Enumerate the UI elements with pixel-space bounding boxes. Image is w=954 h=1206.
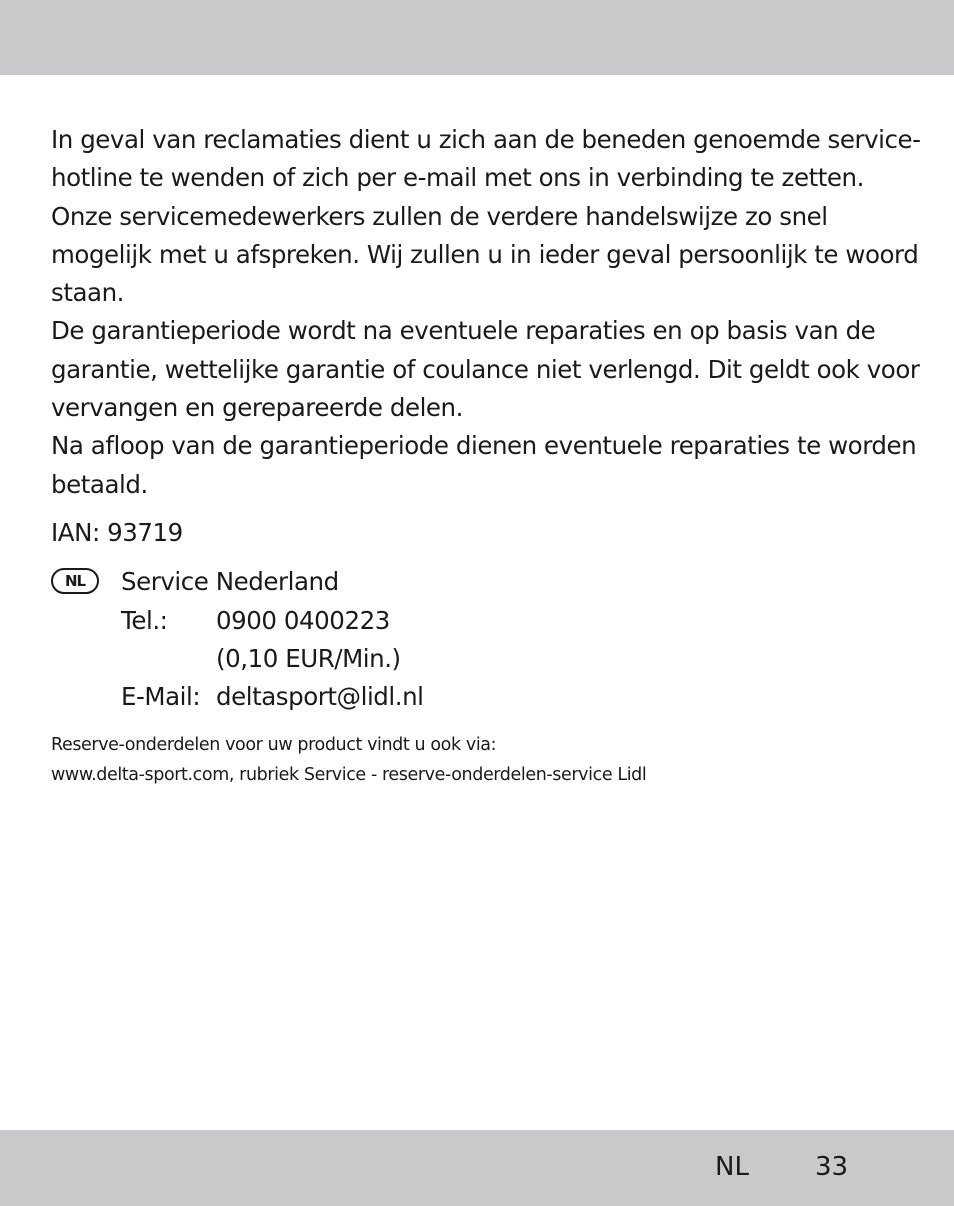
email-address[interactable]: deltasport@lidl.nl [216,682,424,712]
phone-rate: (0,10 EUR/Min.) [216,643,401,673]
service-rate-row [121,640,921,678]
paragraph-warranty-period: De garantieperiode wordt na eventuele reparaties en op basis van de garantie, wettelijke garantie of coulance niet verlengd. Dit geldt ook voor vervangen en gerepareerde delen. [51,316,920,423]
service-title [121,563,921,601]
page-content [51,121,921,790]
paragraph-complaints: In geval van reclamaties dient u zich aan de beneden genoemde service-hotline te wenden of zich per e-mail met ons in verbinding te zetten. Onze servicemedewerkers zullen de verdere handelswijze zo snel mogelijk met u afspreken. Wij zullen u in ieder geval persoonlijk te woord staan. [51,125,921,308]
footer-language: NL [715,1152,749,1182]
service-title-text: Service Nederland [121,567,339,597]
page-number: 33 [815,1152,849,1182]
spare-parts-line1: Reserve-onderdelen voor uw product vindt u ook via: [51,735,497,756]
service-phone-row [121,602,921,640]
service-email-row [121,678,921,716]
service-block [51,563,921,716]
email-label: E-Mail: [121,682,201,712]
paragraph-repairs: Na afloop van de garantieperiode dienen eventuele reparaties te worden betaald. [51,431,917,499]
phone-label: Tel.: [121,605,168,635]
nl-country-icon: NL [51,568,99,594]
spare-parts-link[interactable]: www.delta-sport.com, rubriek Service - reserve-onderdelen-service Lidl [51,765,647,786]
footer-bar [0,1130,954,1206]
spare-parts-note [51,730,921,790]
ian-number: IAN: 93719 [51,517,183,547]
phone-number[interactable]: 0900 0400223 [216,605,390,635]
header-bar [0,0,954,75]
service-contact [121,563,921,716]
